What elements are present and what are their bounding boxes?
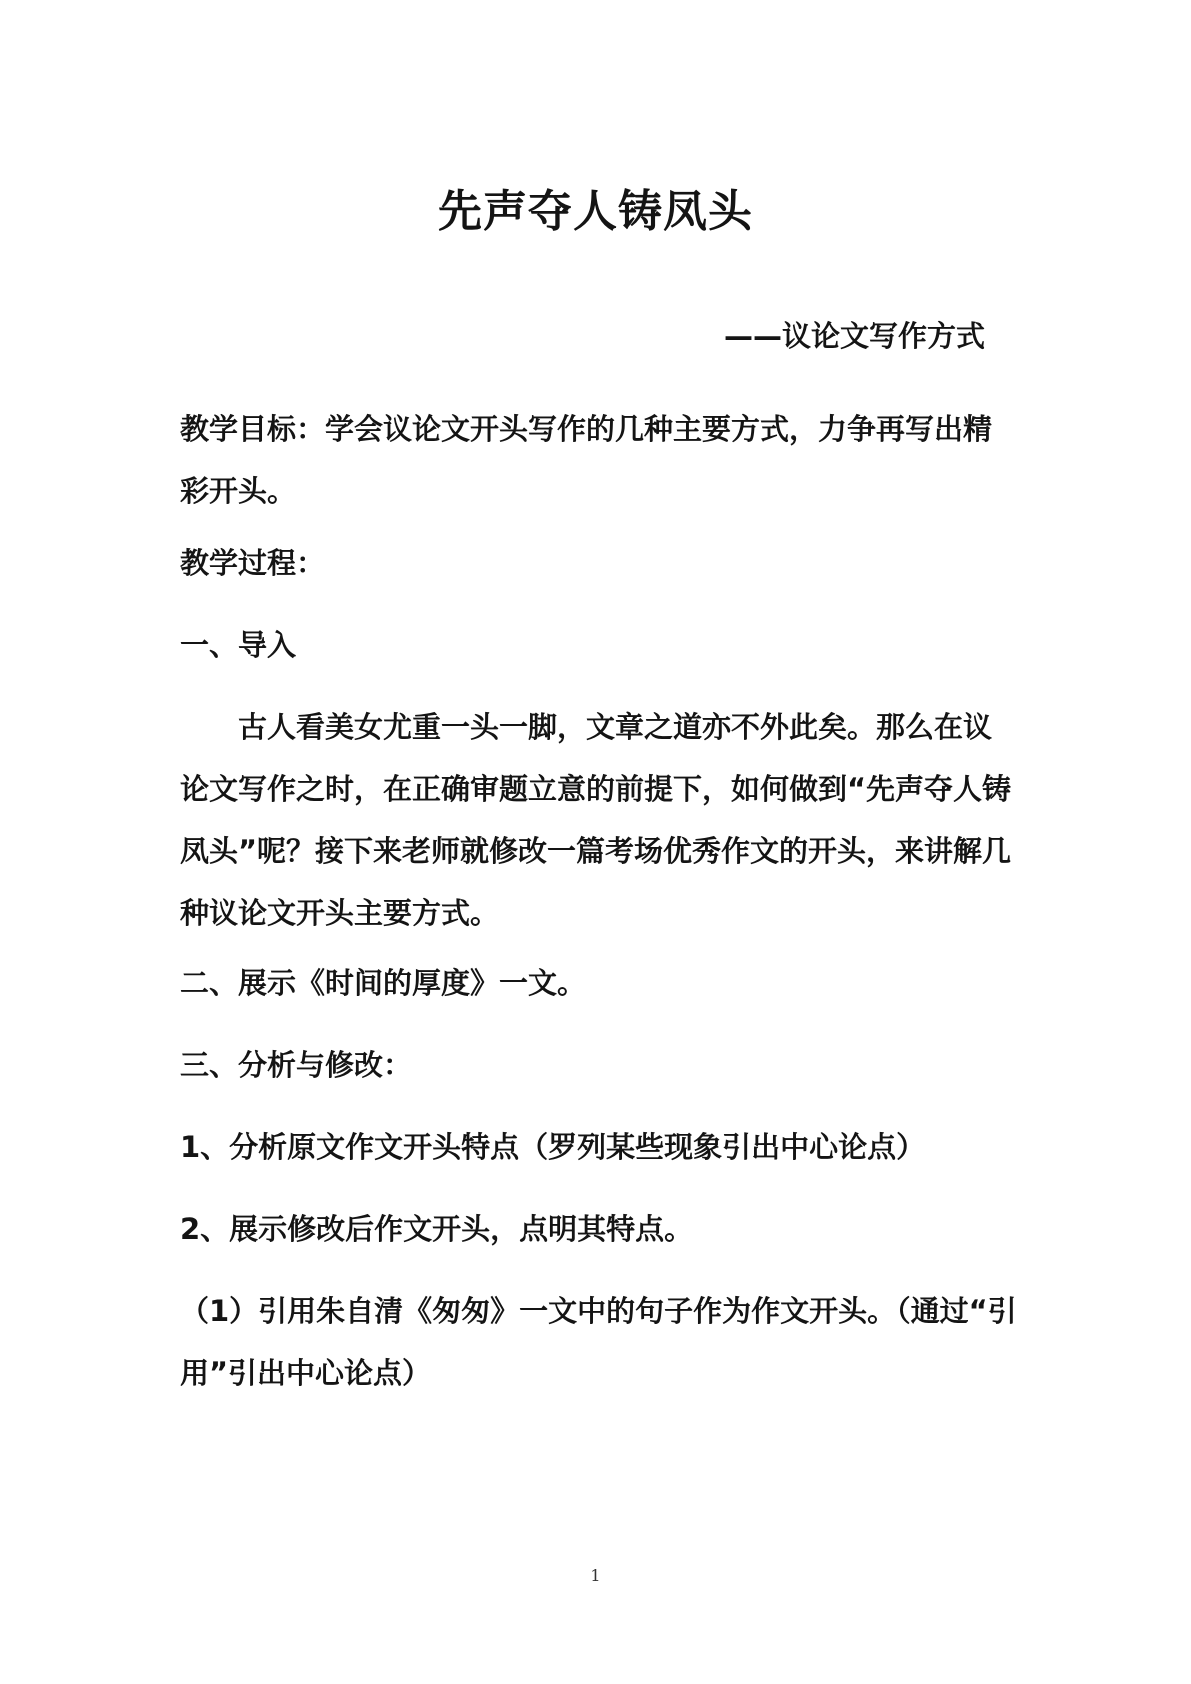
list-item-2-sub-1: （1）引用朱自清《匆匆》一文中的句子作为作文开头。（通过“引用”引出中心论点） <box>180 1294 1017 1390</box>
teaching-process-heading: 教学过程： <box>180 546 326 580</box>
document-title: 先声夺人铸凤头 <box>438 186 753 237</box>
teaching-objective: 教学目标：学会议论文开头写作的几种主要方式，力争再写出精彩开头。 <box>180 412 993 508</box>
page-number: 1 <box>590 1566 601 1585</box>
list-item-2: 2、展示修改后作文开头，点明其特点。 <box>180 1212 694 1246</box>
section-2-heading: 二、展示《时间的厚度》一文。 <box>180 966 587 1000</box>
document-subtitle: ——议论文写作方式 <box>724 319 986 353</box>
section-1-body: 古人看美女尤重一头一脚，文章之道亦不外此矣。那么在议论文写作之时，在正确审题立意的前提下，如何做到“先声夺人铸凤头”呢？接下来老师就修改一篇考场优秀作文的开头，来讲解几种议论文开头主要方式。 <box>180 710 1012 930</box>
section-3-heading: 三、分析与修改： <box>180 1048 413 1082</box>
list-item-1: 1、分析原文作文开头特点（罗列某些现象引出中心论点） <box>180 1130 926 1164</box>
section-1-heading: 一、导入 <box>180 628 297 662</box>
